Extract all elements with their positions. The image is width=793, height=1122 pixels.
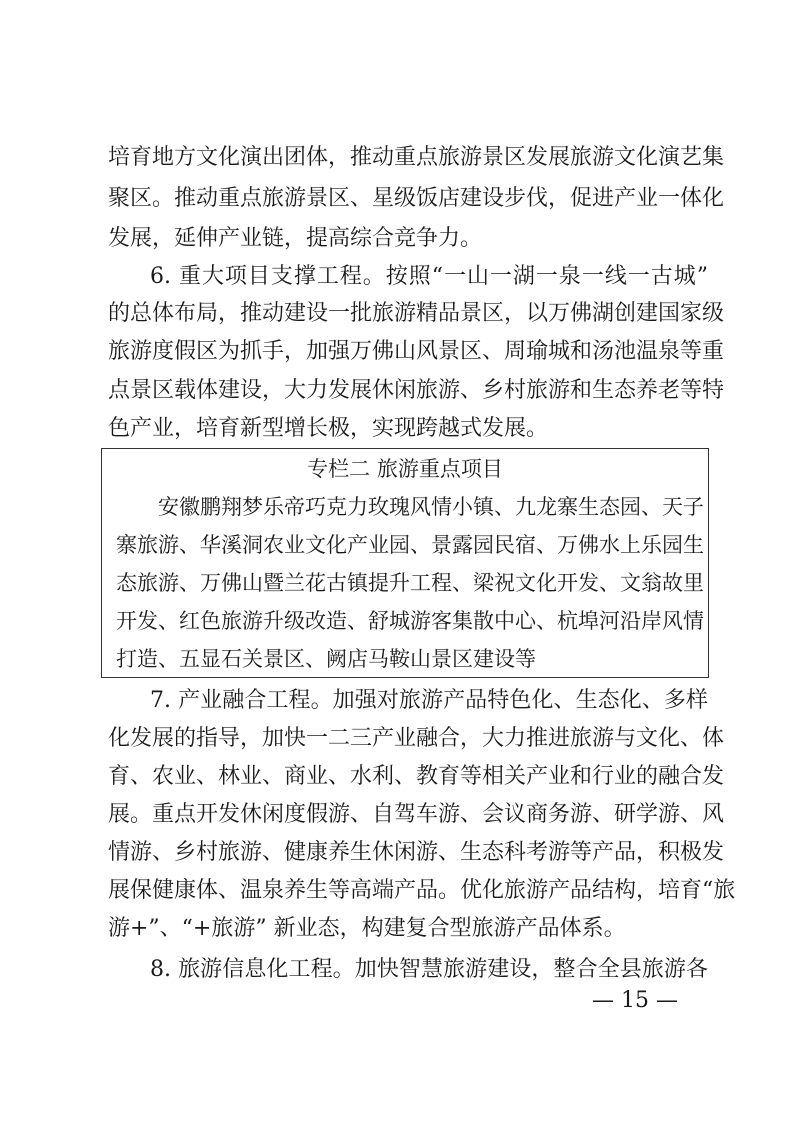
box-line-4: 开发、红色旅游升级改造、舒城游客集散中心、杭埠河沿岸风情 bbox=[116, 609, 704, 633]
para-8-line-1: 8. 旅游信息化工程。加快智慧旅游建设，整合全县旅游各 bbox=[150, 957, 708, 982]
box-line-1: 安徽鹏翔梦乐帝巧克力玫瑰风情小镇、九龙寨生态园、天子 bbox=[158, 495, 704, 519]
para-7-line-1: 7. 产业融合工程。加强对旅游产品特色化、生态化、多样 bbox=[150, 688, 708, 713]
para-6-line-4: 点景区载体建设，大力发展休闲旅游、乡村旅游和生态养老等特 bbox=[108, 378, 725, 403]
para-7-line-6: 展保健康体、温泉养生等高端产品。优化旅游产品结构，培育“旅 bbox=[108, 878, 736, 903]
box-line-5: 打造、五显石关景区、阙店马鞍山景区建设等 bbox=[116, 647, 536, 671]
para-7-line-7: 游+”、“+旅游” 新业态，构建复合型旅游产品体系。 bbox=[108, 916, 626, 941]
para-top-line-3: 发展，延伸产业链，提高综合竞争力。 bbox=[108, 226, 483, 251]
page-number: — 15 — bbox=[592, 988, 678, 1013]
box-line-3: 态旅游、万佛山暨兰花古镇提升工程、梁祝文化开发、文翁故里 bbox=[116, 571, 704, 595]
box-title: 专栏二 旅游重点项目 bbox=[307, 457, 503, 481]
box-line-2: 寨旅游、华溪洞农业文化产业园、景露园民宿、万佛水上乐园生 bbox=[116, 533, 704, 557]
para-top-line-1: 培育地方文化演出团体，推动重点旅游景区发展旅游文化演艺集 bbox=[108, 145, 725, 170]
para-6-line-3: 旅游度假区为抓手，加强万佛山风景区、周瑜城和汤池温泉等重 bbox=[108, 339, 725, 364]
para-7-line-5: 情游、乡村旅游、健康养生休闲游、生态科考游等产品，积极发 bbox=[108, 840, 725, 865]
para-top-line-2: 聚区。推动重点旅游景区、星级饭店建设步伐，促进产业一体化 bbox=[108, 186, 725, 211]
para-7-line-2: 化发展的指导，加快一二三产业融合，大力推进旅游与文化、体 bbox=[108, 726, 725, 751]
para-6-line-1: 6. 重大项目支撑工程。按照“一山一湖一泉一线一古城” bbox=[150, 264, 708, 289]
para-7-line-3: 育、农业、林业、商业、水利、教育等相关产业和行业的融合发 bbox=[108, 764, 725, 789]
para-6-line-2: 的总体布局，推动建设一批旅游精品景区，以万佛湖创建国家级 bbox=[108, 301, 725, 326]
para-7-line-4: 展。重点开发休闲度假游、自驾车游、会议商务游、研学游、风 bbox=[108, 802, 725, 827]
para-6-line-5: 色产业，培育新型增长极，实现跨越式发展。 bbox=[108, 416, 549, 441]
feature-box bbox=[101, 448, 709, 678]
